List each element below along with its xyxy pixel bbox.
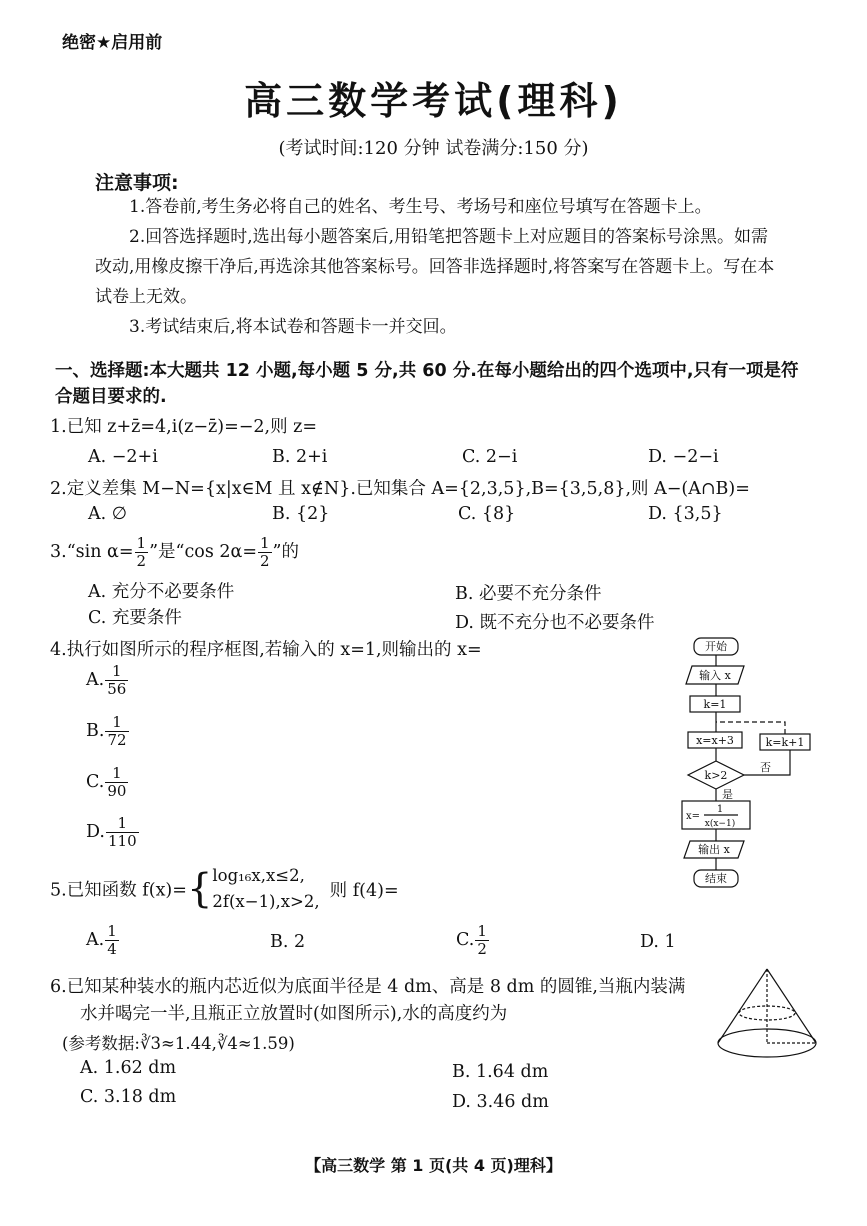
note-item: 3.考试结束后,将本试卷和答题卡一并交回。 [129, 317, 457, 337]
cone-diagram [712, 965, 822, 1065]
svg-text:结束: 结束 [705, 872, 727, 885]
question-5-option-d: D. 1 [640, 932, 676, 952]
question-6-stem-line1: 6.已知某种装水的瓶内芯近似为底面半径是 4 dm、高是 8 dm 的圆锥,当瓶内装满 [50, 977, 686, 997]
question-6-stem-line2: 水并喝完一半,且瓶正立放置时(如图所示),水的高度约为 [80, 1004, 508, 1024]
question-3-option-a: A. 充分不必要条件 [88, 582, 235, 602]
svg-text:输出 x: 输出 x [698, 843, 730, 856]
page-title: 高三数学考试(理科) [244, 79, 623, 123]
svg-text:x=: x= [686, 811, 701, 822]
fraction: $\frac{1}{2}$ [136, 534, 147, 570]
question-2-stem: 2.定义差集 M−N={x|x∈M 且 x∉N}.已知集合 A={2,3,5},B={3,5,8},则 A−(A∩B)= [50, 479, 750, 499]
note-item: 1.答卷前,考生务必将自己的姓名、考生号、考场号和座位号填写在答题卡上。 [129, 197, 712, 217]
question-4-option-d: D. $\frac{1}{110}$ [86, 814, 137, 850]
question-2-option-a: A. ∅ [88, 504, 128, 524]
notes-heading: 注意事项: [95, 172, 179, 194]
question-1-stem: 1.已知 z+z̄=4,i(z−z̄)=−2,则 z= [50, 417, 318, 437]
question-4-option-c: C. $\frac{1}{90}$ [86, 764, 127, 800]
exam-time-info: (考试时间:120 分钟 试卷满分:150 分) [278, 138, 589, 159]
question-6-option-c: C. 3.18 dm [80, 1087, 177, 1107]
svg-text:x=x+3: x=x+3 [696, 734, 734, 747]
question-1-option-a: A. −2+i [88, 447, 158, 467]
svg-text:开始: 开始 [705, 640, 727, 653]
question-2-option-d: D. {3,5} [648, 504, 723, 524]
question-3-option-c: C. 充要条件 [88, 608, 182, 628]
question-4-option-a: A. $\frac{1}{56}$ [86, 662, 127, 698]
question-4-stem: 4.执行如图所示的程序框图,若输入的 x=1,则输出的 x= [50, 640, 482, 660]
section-heading: 一、选择题:本大题共 12 小题,每小题 5 分,共 60 分.在每小题给出的四个选项中,只有一项是符合题目要求的. [55, 361, 799, 407]
question-6-option-a: A. 1.62 dm [80, 1058, 177, 1078]
svg-text:x(x−1): x(x−1) [704, 819, 736, 829]
svg-text:k>2: k>2 [704, 769, 728, 782]
question-1-option-d: D. −2−i [648, 447, 719, 467]
question-3-option-d: D. 既不充分也不必要条件 [455, 613, 655, 633]
svg-text:k=k+1: k=k+1 [765, 736, 805, 749]
question-2-option-b: B. {2} [272, 504, 330, 524]
notes-list [95, 192, 785, 342]
question-1-option-c: C. 2−i [462, 447, 518, 467]
question-6-option-d: D. 3.46 dm [452, 1092, 549, 1112]
svg-text:否: 否 [760, 761, 771, 774]
flowchart-diagram [672, 636, 822, 901]
note-item: 2.回答选择题时,选出每小题答案后,用铅笔把答题卡上对应题目的答案标号涂黑。如需改动,用橡皮擦干净后,再选涂其他答案标号。回答非选择题时,将答案写在答题卡上。写在本试卷上无效。 [95, 227, 775, 307]
question-4-option-b: B. $\frac{1}{72}$ [86, 713, 127, 749]
confidential-label: 绝密★启用前 [62, 33, 163, 53]
question-2-option-c: C. {8} [458, 504, 516, 524]
page-footer: 【高三数学 第 1 页(共 4 页)理科】 [305, 1156, 562, 1175]
question-1-option-b: B. 2+i [272, 447, 328, 467]
svg-text:1: 1 [716, 804, 724, 815]
svg-text:输入 x: 输入 x [699, 669, 731, 682]
question-5-option-c: C. $\frac{1}{2}$ [456, 922, 487, 958]
question-5-stem: 5.已知函数 f(x)={ log₁₆x,x≤2, 2f(x−1),x>2, 则 f(4)= [50, 866, 399, 912]
fraction: $\frac{1}{2}$ [259, 534, 270, 570]
question-6-option-b: B. 1.64 dm [452, 1062, 549, 1082]
svg-text:是: 是 [722, 788, 733, 801]
question-3-stem: 3.“sin α= $\frac{1}{2}$ ”是“cos 2α= $\frac{1}{2}$ ”的 [50, 534, 299, 570]
question-5-option-a: A. $\frac{1}{4}$ [86, 922, 117, 958]
question-6-reference-data: (参考数据:∛3≈1.44,∛4≈1.59) [62, 1034, 295, 1053]
question-3-option-b: B. 必要不充分条件 [455, 584, 602, 604]
svg-text:k=1: k=1 [703, 698, 727, 711]
question-5-option-b: B. 2 [270, 932, 306, 952]
